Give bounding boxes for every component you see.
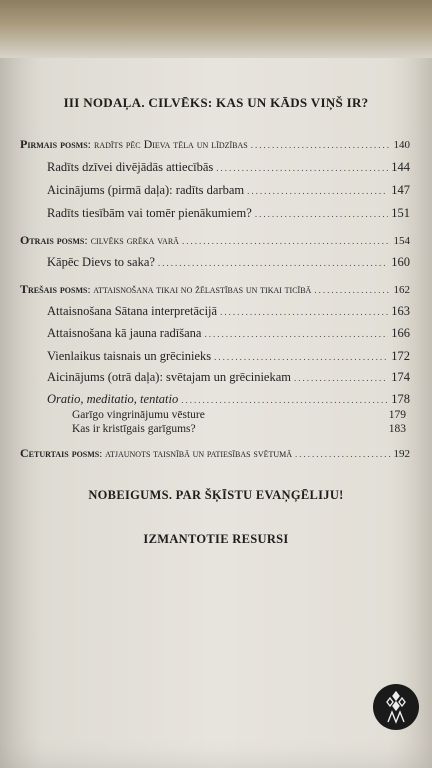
toc-entry	[47, 255, 410, 270]
toc-entry	[47, 160, 410, 175]
toc-entry-label: Aicinājums (otrā daļa): svētajam un grēciniekam	[47, 370, 292, 384]
toc-part-head: Otrais posms	[20, 233, 85, 247]
toc-page-number: 179	[388, 409, 406, 421]
toc-entry-label: Oratio, meditatio, tentatio	[47, 392, 179, 406]
toc-entry	[47, 326, 410, 341]
toc-entry	[47, 206, 410, 221]
toc-entry-label: Kāpēc Dievs to saka?	[47, 255, 155, 269]
toc-page-number: 174	[391, 370, 410, 384]
toc-entry-label: Garīgo vingrinājumu vēsture	[72, 409, 205, 421]
toc-page-number: 178	[391, 392, 410, 406]
toc-entry	[47, 183, 410, 198]
toc-part-head: Trešais posms	[20, 282, 88, 296]
toc-page-number: 163	[391, 304, 410, 318]
toc-part-2	[20, 233, 410, 248]
toc-entry-label: Attaisnošana kā jauna radīšana	[47, 326, 202, 340]
toc-part-rest: : cilvēks grēka varā	[84, 233, 179, 247]
toc-part-1	[20, 137, 410, 152]
toc-subentry	[72, 423, 406, 435]
toc-part-rest: : attaisnošana tikai no žēlastības un tikai ticībā	[87, 284, 312, 296]
toc-part-3	[20, 282, 410, 297]
toc-page-number: 154	[393, 235, 410, 247]
resources-heading: IZMANTOTIE RESURSI	[143, 532, 289, 546]
toc-entry-label: Radīts dzīvei divējādās attiecībās	[47, 160, 214, 174]
toc-part-4	[20, 446, 410, 461]
toc-page-number: 162	[393, 284, 410, 296]
toc-part-rest: : radīts pēc Dieva tēla un līdzības	[87, 137, 248, 151]
conclusion-heading: NOBEIGUMS. PAR ŠĶĪSTU EVAŅĢĒLIJU!	[88, 488, 344, 502]
toc-entry	[47, 349, 410, 364]
toc-entry-label: Vienlaikus taisnais un grēcinieks	[47, 349, 212, 363]
toc-part-head: Ceturtais posms	[20, 446, 100, 460]
toc-part-head: Pirmais posms	[20, 137, 88, 151]
toc-entry-label: Attaisnošana Sātana interpretācijā	[47, 304, 218, 318]
publisher-logo-icon	[373, 684, 419, 730]
toc-entry-label: Radīts tiesībām vai tomēr pienākumiem?	[47, 206, 252, 220]
toc-page-number: 166	[391, 326, 410, 340]
toc-page-number: 172	[391, 349, 410, 363]
toc-subentry	[72, 409, 406, 421]
toc-page-number: 192	[393, 448, 410, 460]
toc-entry	[47, 370, 410, 385]
chapter-title: III NODAĻA. CILVĒKS: KAS UN KĀDS VIŅŠ IR?	[63, 95, 369, 110]
toc-part-rest: : atjaunots taisnībā un patiesības svētumā	[99, 448, 293, 460]
toc-page-number: 140	[393, 139, 410, 151]
toc-entry	[47, 304, 410, 319]
toc-page-number: 147	[391, 183, 410, 197]
toc-page-number: 144	[391, 160, 410, 174]
toc-entry-label: Aicinājums (pirmā daļa): radīts darbam	[47, 183, 245, 197]
toc-page-number: 183	[388, 423, 406, 435]
toc-page-number: 151	[391, 206, 410, 220]
toc-entry-label: Kas ir kristīgais garīgums?	[72, 423, 196, 435]
toc-page-number: 160	[391, 255, 410, 269]
toc-entry	[47, 392, 410, 407]
